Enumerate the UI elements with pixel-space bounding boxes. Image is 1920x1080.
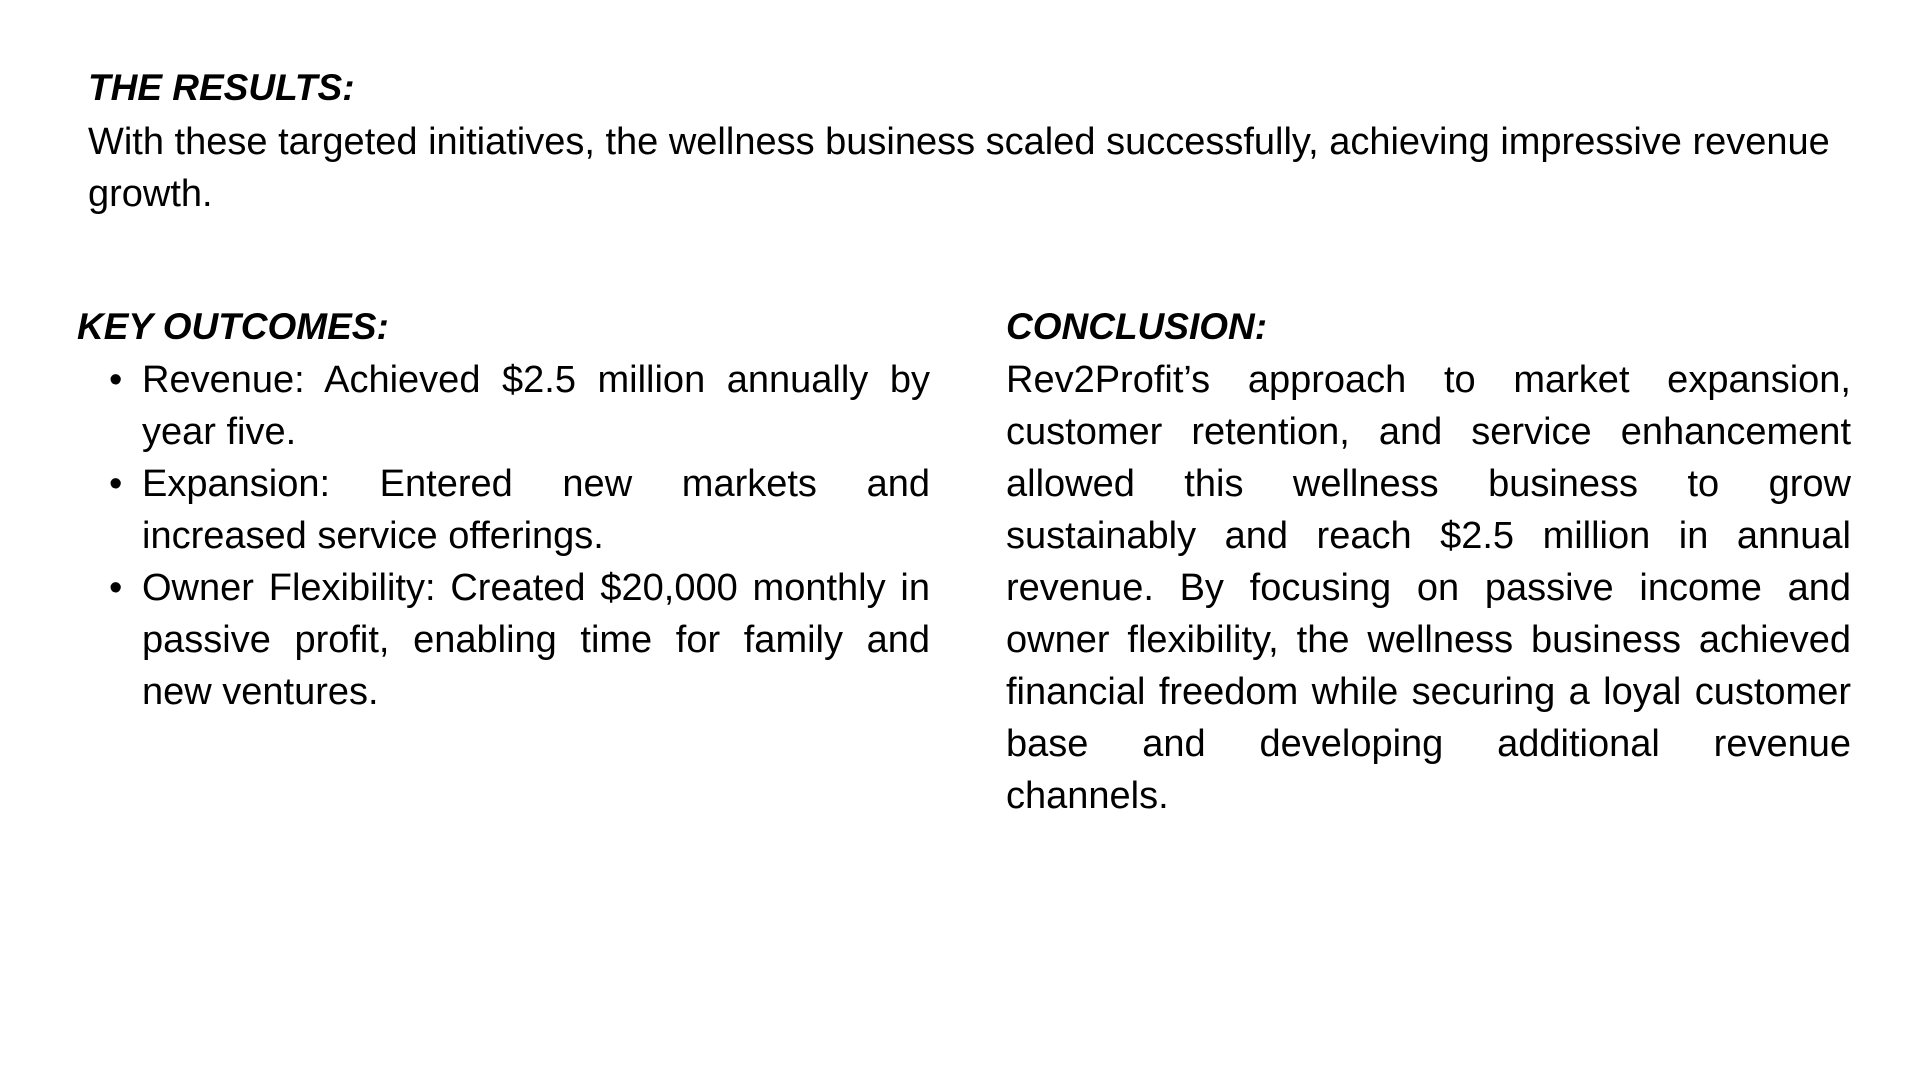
key-outcome-expansion	[109, 458, 930, 562]
key-outcome-revenue	[109, 354, 930, 458]
bullet-icon: •	[109, 359, 123, 401]
bullet-icon: •	[109, 567, 123, 609]
bullet-icon: •	[109, 463, 123, 505]
conclusion-body: Rev2Profit’s approach to market expansion, customer retention, and service enhancement allowed this wellness business to grow sustainably and reach $2.5 million in annual revenue. By focusing on passive income and owner flexibility, the wellness business achieved financial freedom while securing a loyal customer base and developing additional revenue channels.	[1006, 359, 1851, 817]
key-outcome-text: Owner Flexibility: Created $20,000 monthly in passive profit, enabling time for family and new ventures.	[142, 567, 930, 713]
key-outcome-text: Expansion: Entered new markets and increased service offerings.	[142, 463, 930, 557]
key-outcome-owner-flexibility	[109, 562, 930, 718]
key-outcomes-list	[109, 354, 930, 718]
conclusion-heading: CONCLUSION:	[1006, 306, 1268, 347]
results-heading: THE RESULTS:	[88, 67, 355, 108]
results-body: With these targeted initiatives, the wellness business scaled successfully, achieving impressive revenue growth.	[88, 121, 1830, 215]
key-outcomes-heading: KEY OUTCOMES:	[77, 306, 389, 347]
key-outcome-text: Revenue: Achieved $2.5 million annually by year five.	[142, 359, 930, 453]
